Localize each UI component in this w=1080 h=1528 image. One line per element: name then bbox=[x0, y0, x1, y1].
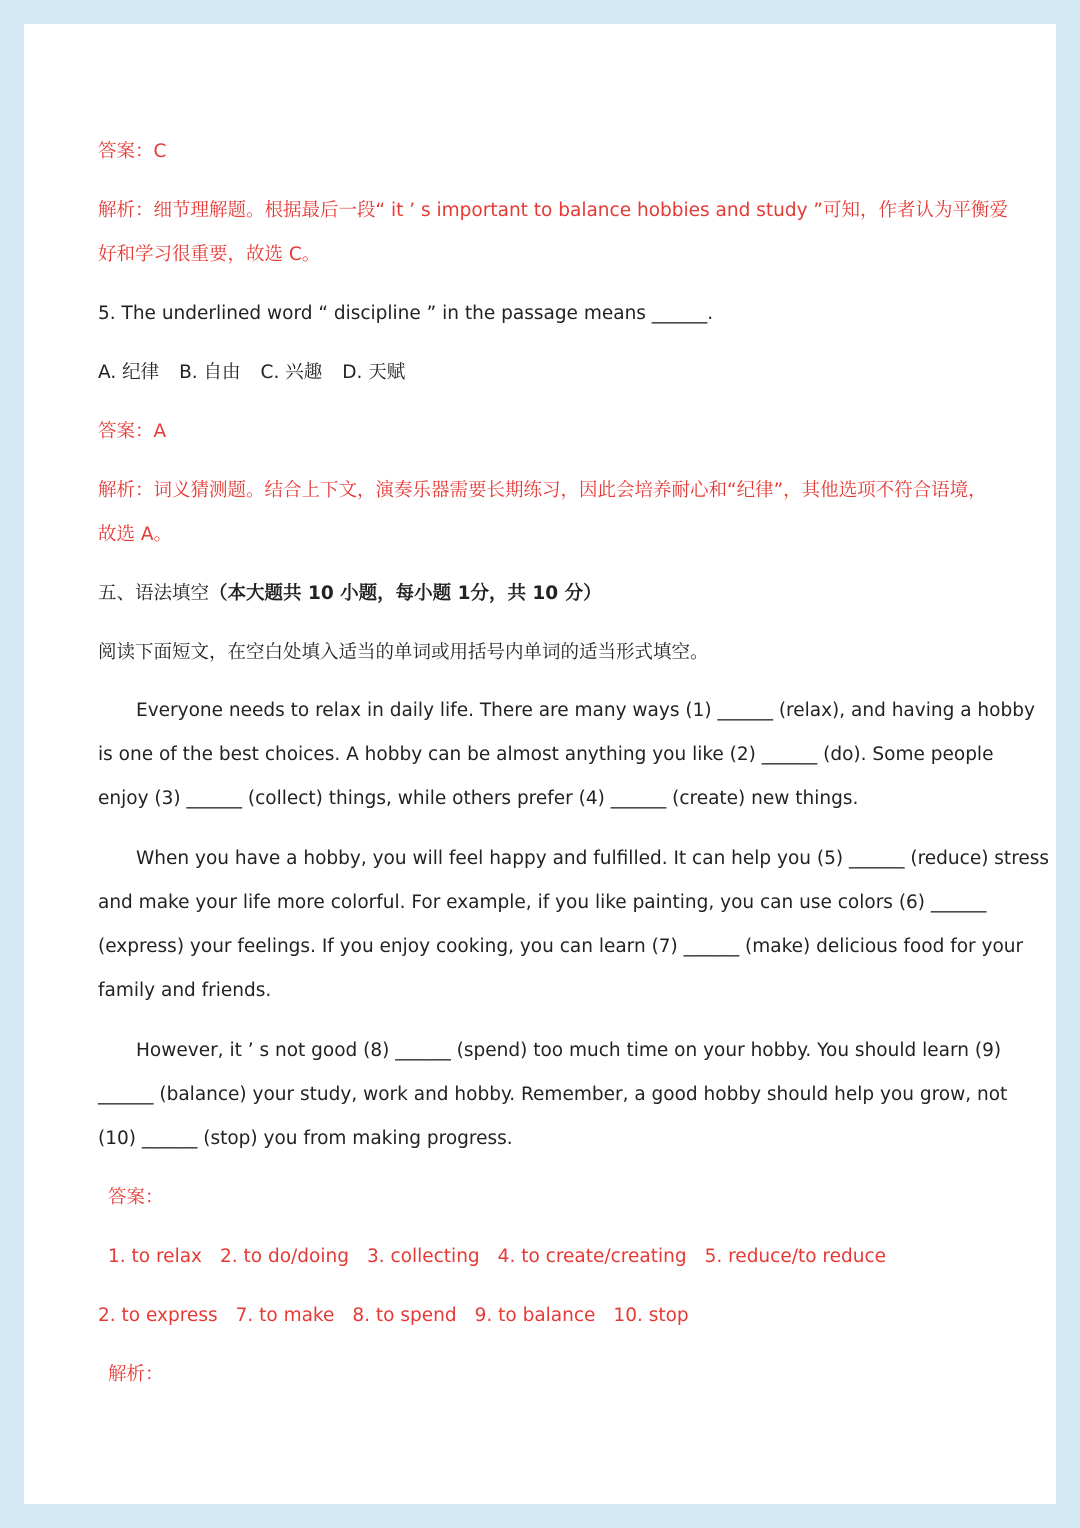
passage-p2-line-3: (express) your feelings. If you enjoy cooking, you can learn (7) ______ (make) delicious food for your bbox=[98, 936, 1024, 957]
section-5-title-prefix: 五、语法填空 bbox=[98, 583, 210, 604]
q5-analysis-line-2: 故选 A。 bbox=[98, 524, 173, 545]
section-5-answer-label: 答案： bbox=[108, 1187, 164, 1208]
section-5-answers-row-2 bbox=[98, 1303, 707, 1329]
answer-item: 3. collecting bbox=[366, 1246, 480, 1267]
passage-p3-line-1: However, it ’ s not good (8) ______ (spend) too much time on your hobby. You should learn (9) bbox=[136, 1040, 1002, 1061]
passage-p1-line-1: Everyone needs to relax in daily life. There are many ways (1) ______ (relax), and having a hobby bbox=[136, 700, 1035, 721]
q4-analysis-line-1: 解析：细节理解题。根据最后一段“ it ’ s important to balance hobbies and study ”可知，作者认为平衡爱 bbox=[98, 200, 1008, 221]
section-5-answers-row-1 bbox=[108, 1244, 904, 1270]
passage-p2-line-2: and make your life more colorful. For example, if you like painting, you can use colors (6) ______ bbox=[98, 892, 987, 913]
answer-item: 7. to make bbox=[235, 1305, 335, 1326]
section-5-title-note: （本大题共 10 小题，每小题 1分，共 10 分） bbox=[209, 583, 602, 604]
passage-p1-line-3: enjoy (3) ______ (collect) things, while others prefer (4) ______ (create) new things. bbox=[98, 788, 859, 809]
q4-answer: 答案：C bbox=[98, 141, 167, 162]
answer-item: 9. to balance bbox=[474, 1305, 596, 1326]
answer-item: 10. stop bbox=[613, 1305, 689, 1326]
passage-p1-line-2: is one of the best choices. A hobby can be almost anything you like (2) ______ (do). Some people bbox=[98, 744, 994, 765]
section-5-instruction: 阅读下面短文，在空白处填入适当的单词或用括号内单词的适当形式填空。 bbox=[98, 642, 709, 663]
q5-option-b: B. 自由 bbox=[179, 362, 241, 383]
answer-item: 8. to spend bbox=[352, 1305, 457, 1326]
passage-p2-line-1: When you have a hobby, you will feel happy and fulfilled. It can help you (5) ______ (reduce) stress bbox=[136, 848, 1050, 869]
section-5-title bbox=[98, 581, 602, 607]
q4-analysis-line-2: 好和学习很重要，故选 C。 bbox=[98, 244, 321, 265]
q5-analysis-line-1: 解析：词义猜测题。结合上下文，演奏乐器需要长期练习，因此会培养耐心和“纪律”，其他选项不符合语境， bbox=[98, 480, 987, 501]
q5-options bbox=[98, 360, 425, 386]
section-5-analysis-label: 解析： bbox=[108, 1364, 164, 1385]
answer-item: 1. to relax bbox=[108, 1246, 202, 1267]
q5-option-d: D. 天赋 bbox=[342, 362, 406, 383]
answer-item: 5. reduce/to reduce bbox=[704, 1246, 887, 1267]
passage-p3-line-2: ______ (balance) your study, work and hobby. Remember, a good hobby should help you grow, not bbox=[98, 1084, 1008, 1105]
passage-p3-line-3: (10) ______ (stop) you from making progress. bbox=[98, 1128, 513, 1149]
answer-item: 2. to do/doing bbox=[220, 1246, 349, 1267]
passage-p2-line-4: family and friends. bbox=[98, 980, 272, 1001]
q5-option-a: A. 纪律 bbox=[98, 362, 160, 383]
q5-option-c: C. 兴趣 bbox=[260, 362, 323, 383]
answer-item: 2. to express bbox=[98, 1305, 218, 1326]
document-page bbox=[24, 24, 1056, 1504]
q5-answer: 答案：A bbox=[98, 421, 167, 442]
answer-item: 4. to create/creating bbox=[497, 1246, 687, 1267]
q5-question: 5. The underlined word “ discipline ” in the passage means ______. bbox=[98, 303, 714, 324]
